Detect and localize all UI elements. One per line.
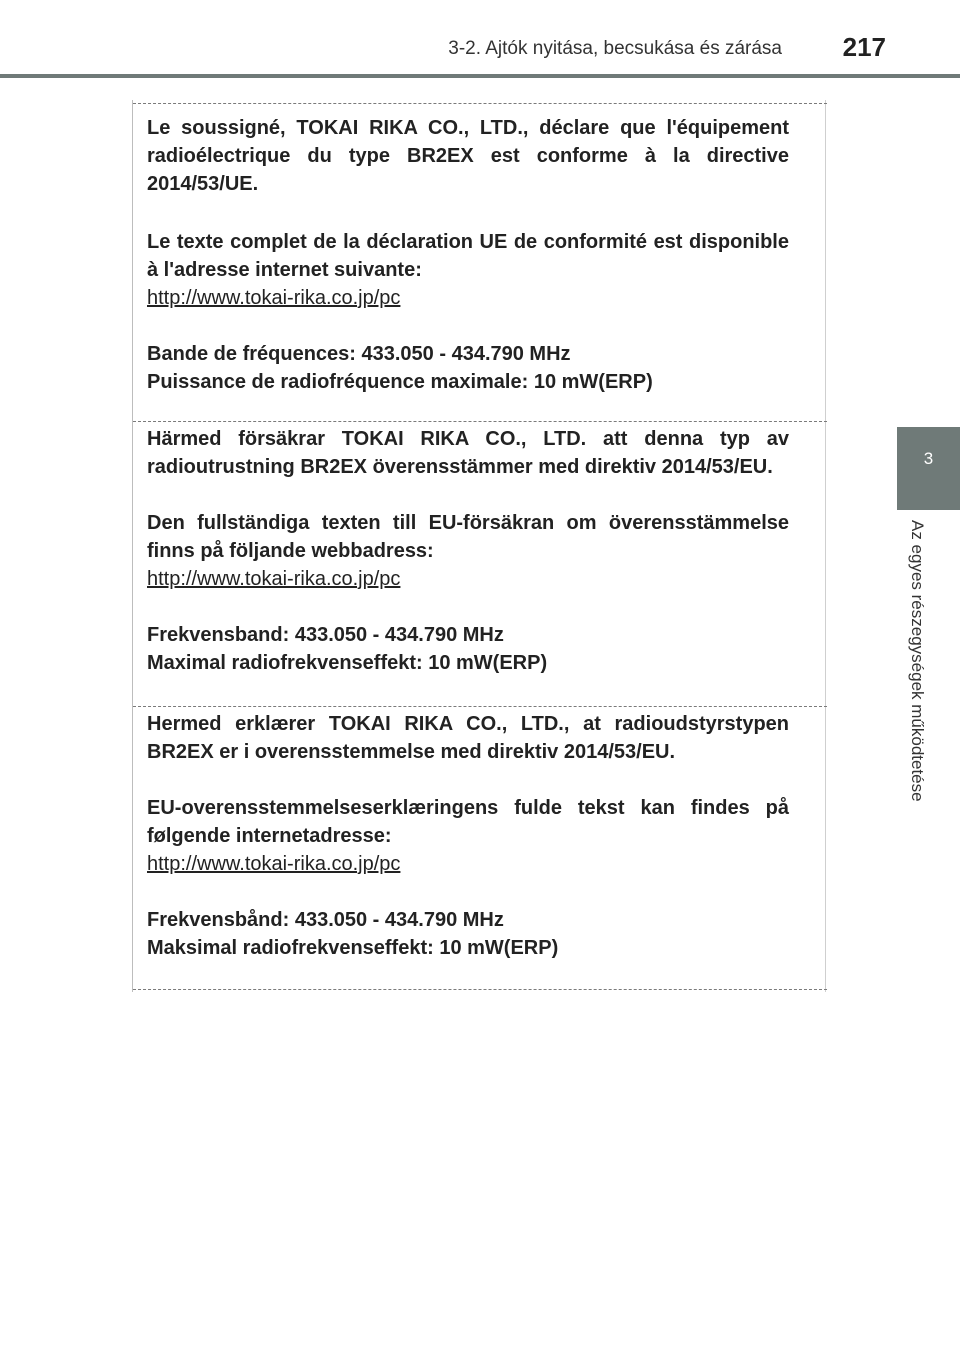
header-divider: [0, 74, 960, 78]
chapter-label: Az egyes részegységek működtetése: [908, 520, 927, 802]
declaration-statement: Hermed erklærer TOKAI RIKA CO., LTD., at radioudstyrstypen BR2EX er i overensstemmelse med direktiv 2014/53/EU.: [147, 713, 789, 763]
declaration-availability: Den fullständiga texten till EU-försäkran om överensstämmelse finns på följande webbadress:: [147, 512, 789, 562]
declaration-url-link[interactable]: http://www.tokai-rika.co.jp/pc: [147, 287, 401, 309]
declaration-availability: EU-overensstemmelseserklæringens fulde tekst kan findes på følgende internetadresse:: [147, 797, 789, 847]
declaration-document: [132, 100, 826, 992]
declaration-url-link[interactable]: http://www.tokai-rika.co.jp/pc: [147, 568, 401, 590]
declaration-block-sv: [133, 421, 827, 706]
frequency-band: Bande de fréquences: 433.050 - 434.790 MHz: [147, 343, 571, 365]
max-power: Maksimal radiofrekvenseffekt: 10 mW(ERP): [147, 937, 559, 959]
page-header: [0, 0, 960, 80]
max-power: Puissance de radiofréquence maximale: 10 mW(ERP): [147, 371, 653, 393]
declaration-statement: Härmed försäkrar TOKAI RIKA CO., LTD. att denna typ av radioutrustning BR2EX överensstämmer med direktiv 2014/53/EU.: [147, 428, 789, 478]
declaration-url-link[interactable]: http://www.tokai-rika.co.jp/pc: [147, 853, 401, 875]
chapter-number: 3: [923, 449, 934, 468]
declaration-block-fr: [133, 103, 827, 421]
declaration-block-da: [133, 706, 827, 990]
section-title: 3-2. Ajtók nyitása, becsukása és zárása: [448, 38, 782, 59]
max-power: Maximal radiofrekvenseffekt: 10 mW(ERP): [147, 652, 548, 674]
chapter-tab: [897, 427, 960, 510]
declaration-availability: Le texte complet de la déclaration UE de conformité est disponible à l'adresse internet suivante:: [147, 231, 789, 281]
frequency-band: Frekvensbånd: 433.050 - 434.790 MHz: [147, 909, 504, 931]
declaration-statement: Le soussigné, TOKAI RIKA CO., LTD., déclare que l'équipement radioélectrique du type BR2EX est conforme à la directive 2014/53/UE.: [147, 117, 789, 195]
page-number: 217: [842, 32, 886, 62]
frequency-band: Frekvensband: 433.050 - 434.790 MHz: [147, 624, 504, 646]
